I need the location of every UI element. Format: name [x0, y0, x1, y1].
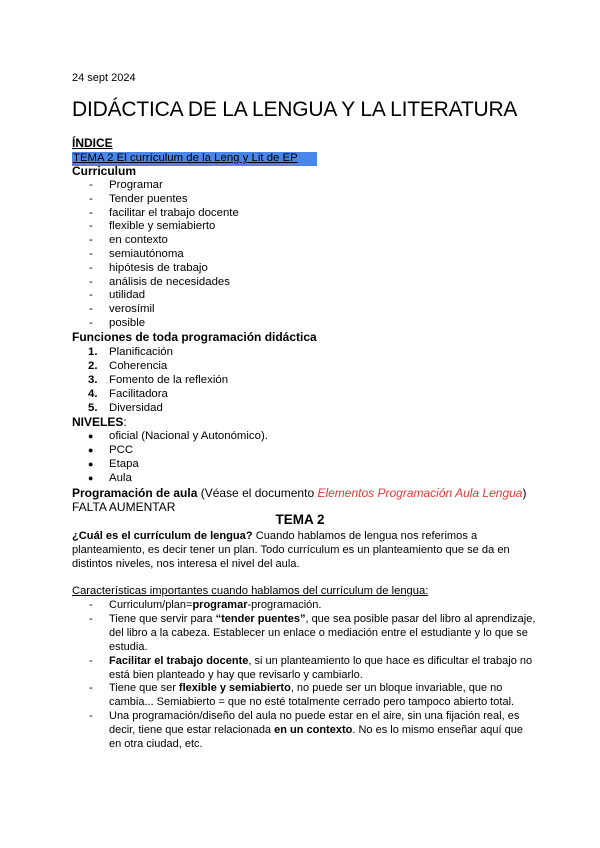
- programacion-aula-paragraph: [72, 486, 532, 514]
- point-bold: flexible y semiabierto: [178, 682, 291, 695]
- bullet-icon: ●: [88, 445, 94, 455]
- list-item-label: Coherencia: [109, 359, 168, 372]
- list-item-label: Fomento de la reflexión: [109, 373, 229, 386]
- list-item: [88, 430, 268, 444]
- list-item: - en contexto: [88, 234, 239, 248]
- list-item: [88, 599, 536, 613]
- point-pre: Tiene que ser: [109, 682, 179, 695]
- point-bold: programar: [192, 599, 248, 611]
- list-item: [88, 472, 268, 486]
- niveles-colon: :: [123, 415, 127, 429]
- list-item-label: Aula: [109, 472, 132, 484]
- question-text: ¿Cuál es el currículum de lengua?: [72, 530, 253, 542]
- list-item: - flexible y semiabierto: [88, 220, 239, 234]
- index-heading: ÍNDICE: [72, 136, 113, 150]
- curriculum-question-paragraph: [72, 529, 534, 571]
- list-item: [88, 682, 536, 710]
- documento-link[interactable]: Elementos Programación Aula Lengua: [317, 486, 523, 500]
- point-post: , no puede ser un bloque invariable, que no cambia... Semiabierto = que no esté totalmente cerrado pero tampoco abierto total.: [109, 682, 515, 709]
- list-item: [88, 346, 228, 360]
- list-item: - posible: [88, 317, 239, 331]
- curriculum-list: [88, 179, 239, 331]
- point-bold: Facilitar el trabajo docente: [109, 654, 249, 667]
- list-item-label: PCC: [109, 444, 134, 456]
- list-item: [88, 655, 536, 683]
- list-item: [88, 360, 228, 374]
- list-item-label: Facilitadora: [109, 387, 168, 400]
- point-bold: en un contexto: [274, 724, 353, 737]
- bullet-icon: ●: [88, 473, 94, 483]
- list-item: - facilitar el trabajo docente: [88, 207, 239, 221]
- funciones-list: [88, 346, 228, 415]
- point-post: , que sea posible pasar del libro al aprendizaje, del libro a la cabeza. Establecer un enlace o mediación entre el estudiante y lo que se estudia.: [109, 612, 536, 653]
- list-item: - verosímil: [88, 303, 239, 317]
- bullet-icon: ●: [88, 459, 94, 469]
- tema-2-link[interactable]: TEMA 2 El currículum de la Leng y Lit de EP: [72, 152, 317, 166]
- list-number: 4.: [88, 387, 98, 400]
- niveles-list: [88, 430, 268, 486]
- niveles-heading: [72, 416, 127, 430]
- list-item-label: Etapa: [109, 458, 139, 470]
- tema-2-heading: TEMA 2: [275, 512, 325, 527]
- programacion-heading: Programación de aula: [72, 486, 198, 500]
- point-post: . No es lo mismo enseñar aquí que en otra ciudad, etc.: [109, 724, 523, 751]
- document-title: DIDÁCTICA DE LA LENGUA Y LA LITERATURA: [72, 98, 518, 121]
- answer-text: Cuando hablamos de lengua nos referimos a planteamiento, es decir tener un plan. Todo currículum es un planteamiento que se da en distintos niveles, nos interesa el nivel del aula.: [72, 530, 510, 570]
- list-item-label: Diversidad: [109, 401, 163, 414]
- list-item: [88, 444, 268, 458]
- caracteristicas-list: [88, 599, 536, 752]
- list-item: [88, 402, 228, 416]
- point-pre: Una programación/diseño del aula no puede estar en el aire, sin una fijación real, es decir, tiene que estar relacionada: [109, 710, 520, 737]
- curriculum-heading: Curriculum: [72, 164, 137, 178]
- point-pre: Curriculum/plan=: [109, 599, 193, 611]
- point-post: , si un planteamiento lo que hace es dificultar el trabajo no está bien planteado y hay que revisarlo y cambiarlo.: [109, 654, 533, 681]
- document-date: 24 sept 2024: [72, 72, 136, 84]
- list-item: - Tender puentes: [88, 193, 239, 207]
- list-item-label: oficial (Nacional y Autonómico).: [109, 430, 268, 442]
- list-item: - análisis de necesidades: [88, 276, 239, 290]
- list-number: 3.: [88, 373, 98, 386]
- list-number: 5.: [88, 401, 98, 414]
- list-item: - hipótesis de trabajo: [88, 262, 239, 276]
- point-pre: Tiene que servir para: [109, 612, 216, 625]
- list-item: - semiautónoma: [88, 248, 239, 262]
- list-item: [88, 374, 228, 388]
- caracteristicas-heading: Características importantes cuando hablamos del currículum de lengua:: [72, 585, 429, 597]
- list-item: [88, 710, 536, 752]
- list-item: - utilidad: [88, 289, 239, 303]
- list-item: [88, 613, 536, 655]
- niveles-heading-text: NIVELES: [72, 415, 124, 429]
- point-post: -programación.: [247, 599, 322, 611]
- list-number: 1.: [88, 346, 98, 358]
- list-number: 2.: [88, 359, 98, 372]
- bullet-icon: ●: [88, 431, 94, 441]
- list-item: [88, 458, 268, 472]
- list-item: - Programar: [88, 179, 239, 193]
- list-item: [88, 388, 228, 402]
- list-item-label: Planificación: [109, 346, 173, 358]
- programacion-pre: (Véase el documento: [197, 486, 318, 500]
- funciones-heading: Funciones de toda programación didáctica: [72, 330, 317, 344]
- point-bold: “tender puentes”: [215, 612, 306, 625]
- programacion-post: ) FALTA AUMENTAR: [72, 486, 527, 514]
